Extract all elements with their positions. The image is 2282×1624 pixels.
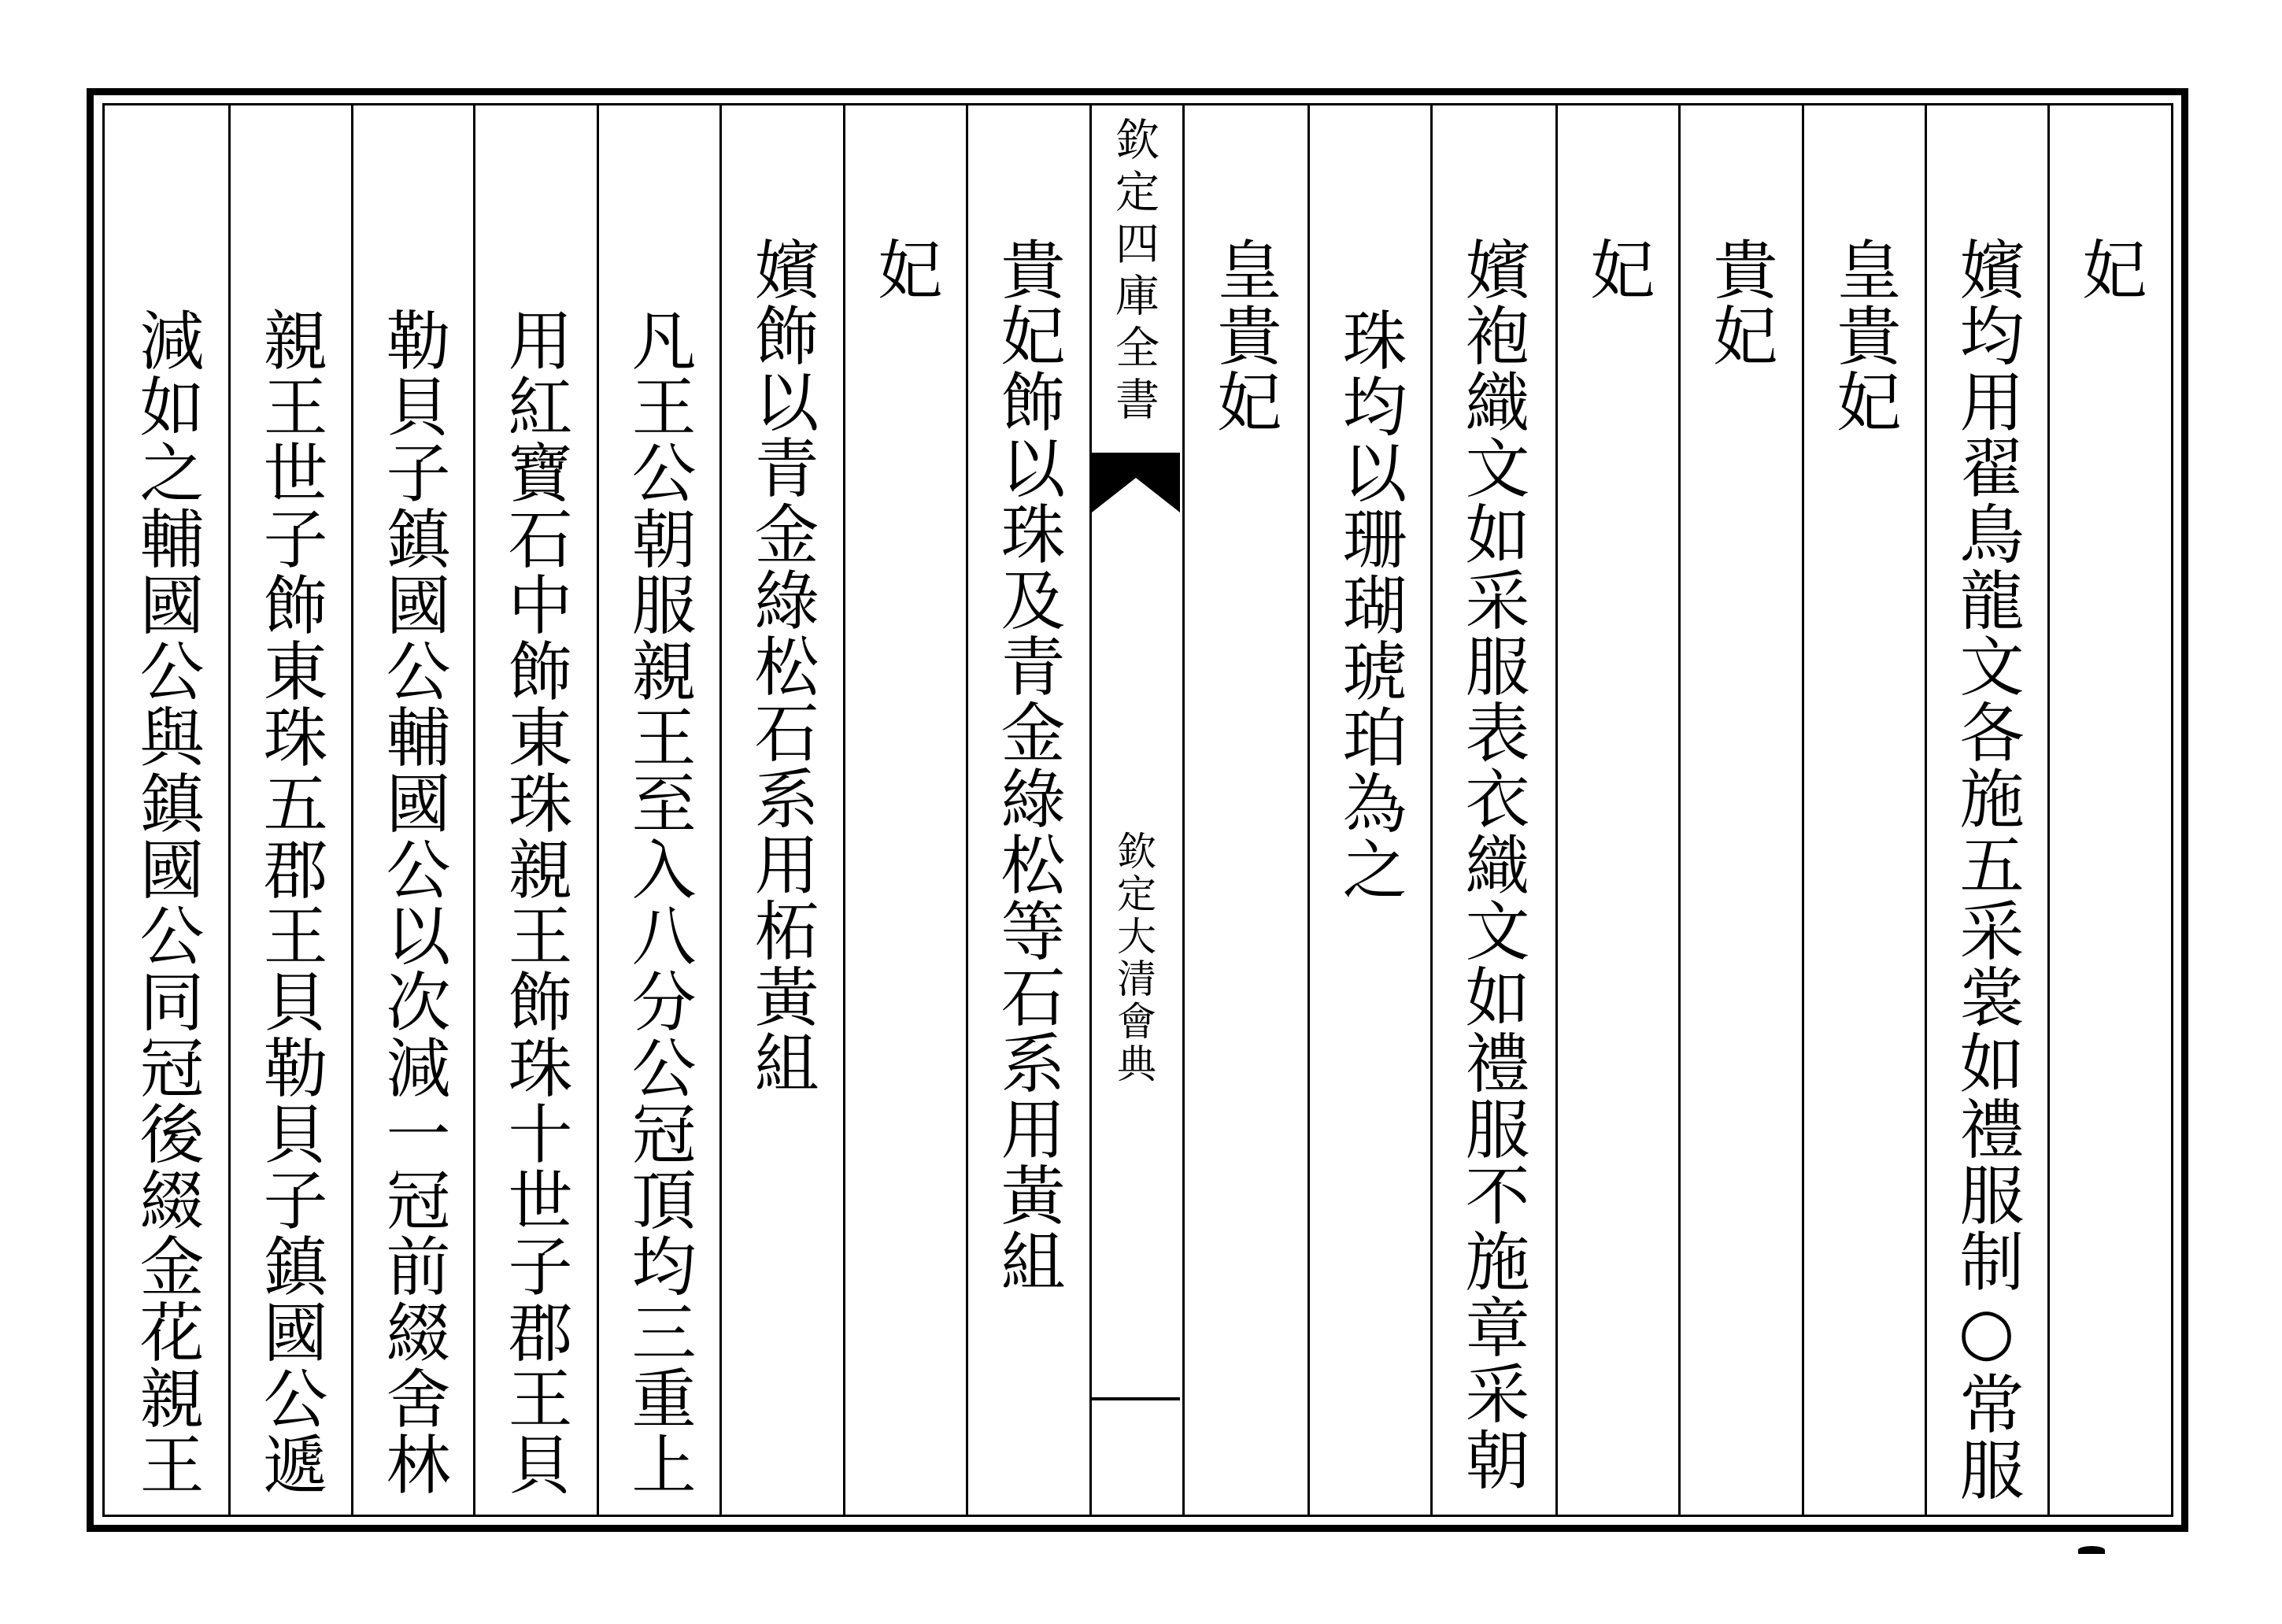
- text-column-6: 嬪袍織文如采服表衣織文如禮服不施章采朝: [1455, 236, 1529, 1493]
- text-column-1: 妃: [2072, 236, 2147, 302]
- center-strip-book-title: 欽定大清會典: [1111, 830, 1156, 1086]
- text-column-10: 妃: [867, 236, 942, 302]
- text-column-12: 凡王公朝服親王至入八分公冠頂均三重上: [621, 307, 696, 1497]
- text-column-2: 嬪均用翟鳥龍文各施五采裳如禮服制○常服: [1949, 236, 2024, 1503]
- text-column-8: 皇貴妃: [1207, 236, 1282, 435]
- column-rule: [1555, 103, 1558, 1517]
- text-column-9: 貴妃飾以珠及青金綠松等石系用黃組: [990, 236, 1065, 1294]
- text-column-13: 用紅寶石中飾東珠親王飾珠十世子郡王貝: [497, 307, 572, 1497]
- text-column-3: 皇貴妃: [1826, 236, 1901, 435]
- column-rule: [2047, 103, 2050, 1517]
- center-strip-title: 欽定四庫全書: [1108, 117, 1159, 428]
- text-column-14: 勒貝子鎮國公輔國公以次減一冠前綴舍林: [375, 307, 450, 1497]
- center-strip-rule: [1092, 1397, 1180, 1400]
- text-column-7: 珠均以珊瑚琥珀為之: [1332, 307, 1407, 902]
- scan-artifact: [2078, 1546, 2105, 1554]
- fishtail-mark: [1092, 453, 1180, 516]
- text-column-5: 妃: [1580, 236, 1655, 302]
- text-column-16: 減如之輔國公與鎮國公同冠後綴金花親王: [129, 307, 204, 1497]
- column-rule: [843, 103, 845, 1517]
- text-column-15: 親王世子飾東珠五郡王貝勒貝子鎮國公遞: [253, 307, 327, 1497]
- text-column-11: 嬪飾以青金綠松石系用柘黃組: [744, 236, 819, 1096]
- text-column-4: 貴妃: [1703, 236, 1777, 368]
